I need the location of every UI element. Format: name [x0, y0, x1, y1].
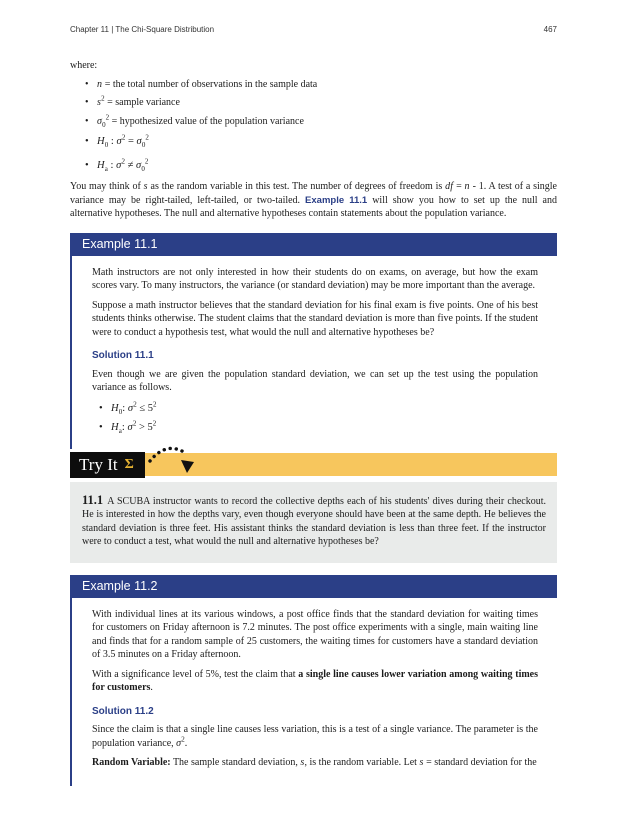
solution-11-2-heading: Solution 11.2 [92, 705, 154, 717]
example-11-1-box [70, 233, 557, 449]
example-11-2-header [70, 575, 557, 598]
list-item [70, 78, 557, 92]
solution-paragraph: Since the claim is that a single line causes less variation, this is a test of a single variance. The parameter is the population variance, $\sigma^2$. [92, 724, 538, 749]
solution-11-1-heading: Solution 11.1 [92, 350, 154, 361]
example-paragraph: Math instructors are not only interested in how their students do on exams, on average, but how the exam scores vary. To many instructors, the variance (or standard deviation) may be more important than the average. [92, 266, 538, 291]
list-item [70, 96, 557, 110]
dotted-arrow-icon [146, 439, 198, 477]
list-item [70, 115, 557, 129]
definition-text: n = the total number of observations in the sample data [97, 78, 318, 90]
example-11-2-body [70, 598, 557, 786]
example-title: Example 11.1 [82, 236, 158, 251]
intro-paragraph-text: You may think of s as the random variable in this test. The number of degrees of freedom is df = n - 1. A test of a single variance may be right-tailed, left-tailed, or two-tailed. [70, 181, 557, 206]
example-paragraph: With individual lines at its various windows, a post office finds that the standard deviation for waiting times for customers on Friday afternoon is 7.2 minutes. The post office experiments with a single, main waiting line and finds that for a random sample of 25 customers, the waiting times for customers have a standard deviation of 3.5 minutes on a Friday afternoon. [92, 608, 538, 660]
alt-hypothesis-formula: $H_a$: $\sigma^2 > 5^2$ [111, 419, 157, 435]
list-item [70, 133, 557, 149]
definition-text: $\sigma_0^2$ = hypothesized value of the population variance [97, 113, 304, 129]
try-it-banner [70, 452, 557, 478]
list-item [70, 157, 557, 173]
example-11-1-header [70, 233, 557, 256]
example-11-1-body [70, 256, 557, 449]
null-hypothesis-formula: $H_0$ : $\sigma^2 = \sigma_0^2$ [97, 133, 149, 150]
running-head [70, 25, 557, 34]
where-label: where: [70, 60, 98, 71]
list-item [92, 401, 538, 416]
page-content [70, 59, 557, 786]
intro-paragraph [70, 180, 557, 221]
example-11-2-box [70, 575, 557, 786]
solution-paragraph: Random Variable: The sample standard deviation, s, is the random variable. Let s = standard deviation for the [92, 757, 537, 768]
try-it-label: Try It [79, 454, 118, 474]
exercise-text: A SCUBA instructor wants to record the collective depths each of his students' dives during their checkout. He is interested in how the depths vary, even though everyone should have been at the same depth. He believes the standard deviation is three feet. His assistant thinks the standard deviation is less than three feet. If the instructor were to conduct a test, what would the null and alternative hypotheses be? [82, 495, 546, 547]
page-number: 467 [543, 25, 557, 34]
hypothesis-list [92, 401, 538, 435]
list-item [92, 420, 538, 435]
example-11-1-link[interactable]: Example 11.1 [305, 194, 368, 206]
example-paragraph: With a significance level of 5%, test the claim that a single line causes lower variation among waiting times for customers. [92, 668, 539, 693]
try-it-exercise [70, 482, 557, 563]
chapter-header: Chapter 11 | The Chi-Square Distribution [70, 25, 215, 34]
example-title: Example 11.2 [82, 578, 158, 593]
try-it-section [70, 452, 557, 563]
alt-hypothesis-formula: $H_a$ : $\sigma^2 \ne \sigma_0^2$ [97, 157, 149, 173]
solution-paragraph: Even though we are given the population standard deviation, we can set up the test using the population variance as follows. [92, 368, 538, 393]
try-it-badge [70, 452, 145, 478]
yellow-bar [145, 453, 557, 476]
exercise-number: 11.1 [82, 492, 104, 507]
intro-paragraph-text-cont: will show you how to set up the null and alternative hypotheses. The null and alternative hypotheses contain statements about the population variance. [70, 194, 558, 219]
null-hypothesis-formula: $H_0$: $\sigma^2 \le 5^2$ [111, 400, 157, 416]
definition-list [70, 78, 557, 173]
definition-text: $s^2$ = sample variance [97, 94, 180, 108]
example-paragraph: Suppose a math instructor believes that the standard deviation for his final exam is five points. One of his best students thinks otherwise. The student claims that the standard deviation is more than five points. If the student were to conduct a hypothesis test, what would the null and alternative hypotheses be? [92, 299, 538, 338]
sigma-icon: Σ [124, 456, 134, 472]
